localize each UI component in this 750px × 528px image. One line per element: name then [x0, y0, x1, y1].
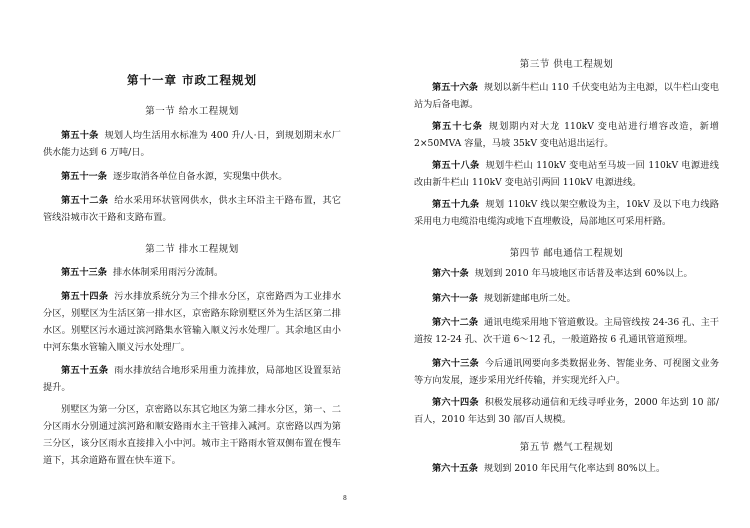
article-number: 第六十四条: [432, 397, 479, 408]
section-title-drainage: 第二节 排水工程规划: [145, 244, 239, 255]
article-56: [414, 79, 719, 113]
article-text: 规划新建邮电所二处。: [483, 293, 576, 304]
section-title-water-supply: 第一节 给水工程规划: [145, 106, 239, 117]
article-number: 第五十六条: [432, 82, 478, 93]
section-title-telecom: 第四节 邮电通信工程规划: [509, 248, 624, 259]
article-text: 规划 110kV 线以架空敷设为主，10kV 及以下电力线路采用电力电缆沿电缆沟或地下直埋敷设，局部地区可采用杆路。: [414, 199, 719, 227]
article-55: [43, 362, 341, 396]
article-text: 别墅区为第一分区，京密路以东其它地区为第二排水分区，第一、二分区雨水分别通过滨河路和顺安路雨水主干管排入减河。京密路以西为第三分区，该分区雨水直接排入小中河。城市主干路雨水管双侧布置在慢车道下，其余道路布置在快车道下。: [43, 404, 341, 466]
article-text: 雨水排放结合地形采用重力流排放，局部地区设置泵站提升。: [43, 365, 342, 393]
section-title-power-supply: 第三节 供电工程规划: [519, 59, 614, 70]
article-54: [43, 288, 341, 356]
article-number: 第五十条: [61, 130, 99, 141]
article-62: [414, 314, 719, 348]
article-number: 第五十三条: [61, 267, 107, 278]
article-number: 第六十二条: [432, 317, 479, 328]
article-text: 规划人均生活用水标准为 400 升/人·日，到规划期末水厂供水能力达到 6 万吨/日。: [43, 130, 341, 158]
article-text: 今后通讯网要向多类数据业务、智能业务、可视图文业务等方向发展，逐步采用光纤传输，并实现光纤入户。: [414, 358, 720, 386]
article-text: 规划到 2010 年民用气化率达到 80%以上。: [483, 463, 666, 474]
article-65: [414, 460, 719, 477]
article-number: 第五十九条: [432, 199, 480, 210]
article-text: 规划以新牛栏山 110 千伏变电站为主电源，以牛栏山变电站为后备电源。: [414, 82, 719, 110]
article-number: 第五十一条: [61, 171, 107, 182]
article-53: [43, 264, 341, 281]
article-text: 积极发展移动通信和无线寻呼业务，2000 年达到 10 部/百人，2010 年达到 30 部/百人规模。: [414, 397, 719, 425]
article-58: [414, 157, 719, 191]
article-number: 第六十一条: [432, 293, 478, 304]
article-50: [43, 127, 341, 161]
article-text: 给水采用环状管网供水，供水主环沿主干路布置，其它管线沿城市次干路和支路布置。: [43, 195, 342, 223]
article-text: 污水排放系统分为三个排水分区，京密路西为工业排水分区，别墅区为生活区第一排水区，京密路东除别墅区外为生活区第二排水区。别墅区污水通过滨河路集水管输入顺义污水处理厂。其余地区由小中河东集水管输入顺义污水处理厂。: [43, 291, 342, 353]
article-59: [414, 196, 719, 230]
article-text: 逐步取消各单位自备水源，实现集中供水。: [112, 171, 288, 182]
article-text: 通讯电缆采用地下管道敷设。主局管线按 24-36 孔、主干道按 12-24 孔、次干道 6～12 孔，一般道路按 6 孔通讯管道预埋。: [414, 317, 719, 345]
article-61: [414, 290, 719, 307]
article-number: 第五十八条: [432, 160, 480, 171]
article-57: [414, 118, 719, 152]
article-52: [43, 192, 341, 226]
article-number: 第六十五条: [432, 463, 478, 474]
article-text: 排水体制采用雨污分流制。: [112, 267, 224, 278]
article-64: [414, 394, 719, 428]
article-text: 规划期内对大龙 110kV 变电站进行增容改造，新增 2×50MVA 容量，马坡 35kV 变电站退出运行。: [414, 121, 719, 149]
article-63: [414, 355, 719, 389]
article-number: 第五十七条: [432, 121, 483, 132]
article-text: 规划牛栏山 110kV 变电站至马坡一回 110kV 电源进线改由新牛栏山 110kV 变电站引两回 110kV 电源进线。: [414, 160, 719, 188]
article-number: 第六十条: [432, 268, 469, 279]
article-number: 第五十四条: [61, 291, 109, 302]
article-number: 第六十三条: [432, 358, 479, 369]
article-51: [43, 168, 341, 185]
section-title-gas: 第五节 燃气工程规划: [519, 442, 614, 453]
chapter-title: 第十一章 市政工程规划: [126, 73, 257, 87]
article-text: 规划到 2010 年马坡地区市话普及率达到 60%以上。: [474, 268, 693, 279]
article-number: 第五十二条: [61, 195, 109, 206]
article-60: [414, 265, 719, 282]
article-number: 第五十五条: [61, 365, 109, 376]
page-number: 8: [343, 495, 347, 502]
article-55-continued: [43, 401, 341, 469]
